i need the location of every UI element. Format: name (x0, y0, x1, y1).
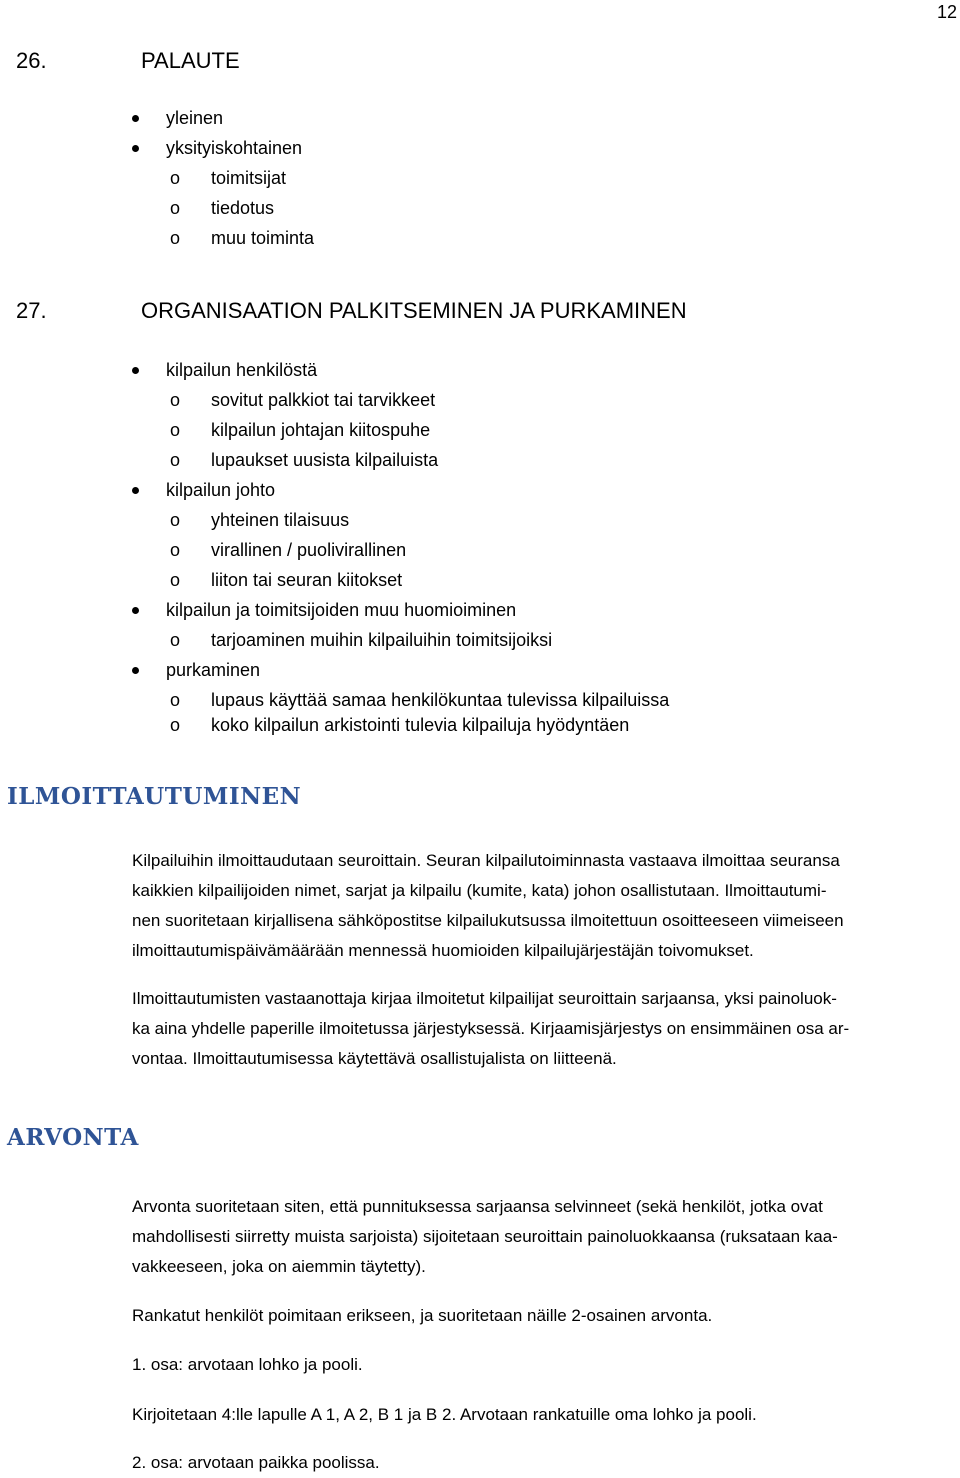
sub-list-item: muu toiminta (211, 228, 315, 248)
sub-list-item: tarjoaminen muihin kilpailuihin toimitsijoiksi (211, 630, 553, 650)
list-item: yleinen (166, 108, 224, 128)
bullet-marker (132, 367, 139, 374)
arvonta-paragraph-3: 1. osa: arvotaan lohko ja pooli. (132, 1355, 363, 1374)
paragraph-line: nen suoritetaan kirjallisena sähköpostitse kilpailukutsussa ilmoitettuun osoitteeseen viimeiseen (132, 911, 844, 930)
bullet-marker (132, 667, 139, 674)
sub-list-item: yhteinen tilaisuus (211, 510, 350, 530)
ilmoittautuminen-paragraph-1 (132, 846, 950, 966)
list-item: kilpailun henkilöstä (166, 360, 318, 380)
bullet-marker (132, 487, 139, 494)
section-27-number: 27. (16, 298, 47, 323)
list-item: kilpailun johto (166, 480, 276, 500)
ilmoittautuminen-heading: ILMOITTAUTUMINEN (7, 783, 302, 810)
page-number: 12 (936, 2, 957, 22)
sub-bullet-marker: o (170, 450, 181, 470)
list-item: purkaminen (166, 660, 261, 680)
sub-bullet-marker: o (170, 390, 181, 410)
paragraph-line: vontaa. Ilmoittautumisessa käytettävä osallistujalista on liitteenä. (132, 1049, 617, 1068)
sub-bullet-marker: o (170, 510, 181, 530)
paragraph-line: mahdollisesti siirretty muista sarjoista) sijoitetaan seuroittain painoluokkaansa (ruksataan kaa- (132, 1227, 838, 1246)
sub-list-item: lupaus käyttää samaa henkilökuntaa tulevissa kilpailuissa (211, 690, 670, 710)
sub-bullet-marker: o (170, 198, 181, 218)
paragraph-line: kaikkien kilpailijoiden nimet, sarjat ja kilpailu (kumite, kata) johon osallistutaan. Ilmoittautumi- (132, 881, 827, 900)
paragraph-line: ilmoittautumispäivämäärään mennessä huomioiden kilpailujärjestäjän toivomukset. (132, 941, 754, 960)
paragraph-line: ka aina yhdelle paperille ilmoitetussa järjestyksessä. Kirjaamisjärjestys on ensimmäinen osa ar- (132, 1019, 850, 1038)
section-26-number: 26. (16, 48, 47, 73)
arvonta-paragraph-2: Rankatut henkilöt poimitaan erikseen, ja suoritetaan näille 2-osainen arvonta. (132, 1306, 713, 1325)
sub-bullet-marker: o (170, 630, 181, 650)
sub-bullet-marker: o (170, 420, 181, 440)
list-item: yksityiskohtainen (166, 138, 303, 158)
arvonta-paragraph-1 (132, 1192, 950, 1282)
sub-bullet-marker: o (170, 168, 181, 188)
arvonta-paragraph-4: Kirjoitetaan 4:lle lapulle A 1, A 2, B 1 ja B 2. Arvotaan rankatuille oma lohko ja pooli. (132, 1405, 757, 1424)
sub-bullet-marker: o (170, 570, 181, 590)
paragraph-line: Kilpailuihin ilmoittaudutaan seuroittain. Seuran kilpailutoiminnasta vastaava ilmoittaa seuransa (132, 851, 840, 870)
sub-list-item: virallinen / puolivirallinen (211, 540, 407, 560)
sub-list-item: lupaukset uusista kilpailuista (211, 450, 439, 470)
bullet-marker (132, 607, 139, 614)
bullet-marker (132, 115, 139, 122)
sub-bullet-marker: o (170, 715, 181, 735)
arvonta-paragraph-5: 2. osa: arvotaan paikka poolissa. (132, 1453, 380, 1472)
section-26-title: PALAUTE (141, 48, 240, 73)
sub-list-item: toimitsijat (211, 168, 287, 188)
section-27-title: ORGANISAATION PALKITSEMINEN JA PURKAMINEN (141, 298, 687, 323)
sub-list-item: liiton tai seuran kiitokset (211, 570, 403, 590)
paragraph-line: Ilmoittautumisten vastaanottaja kirjaa ilmoitetut kilpailijat seuroittain sarjaansa, yksi painoluok- (132, 989, 837, 1008)
paragraph-line: vakkeeseen, joka on aiemmin täytetty). (132, 1257, 426, 1276)
paragraph-line: Arvonta suoritetaan siten, että punnituksessa sarjaansa selvinneet (sekä henkilöt, jotka ovat (132, 1197, 823, 1216)
arvonta-heading: ARVONTA (7, 1124, 139, 1151)
sub-list-item: kilpailun johtajan kiitospuhe (211, 420, 431, 440)
sub-list-item: sovitut palkkiot tai tarvikkeet (211, 390, 436, 410)
sub-bullet-marker: o (170, 690, 181, 710)
ilmoittautuminen-paragraph-2 (132, 984, 950, 1074)
sub-list-item: koko kilpailun arkistointi tulevia kilpailuja hyödyntäen (211, 715, 630, 735)
list-item: kilpailun ja toimitsijoiden muu huomioiminen (166, 600, 517, 620)
sub-bullet-marker: o (170, 228, 181, 248)
bullet-marker (132, 145, 139, 152)
sub-list-item: tiedotus (211, 198, 275, 218)
sub-bullet-marker: o (170, 540, 181, 560)
